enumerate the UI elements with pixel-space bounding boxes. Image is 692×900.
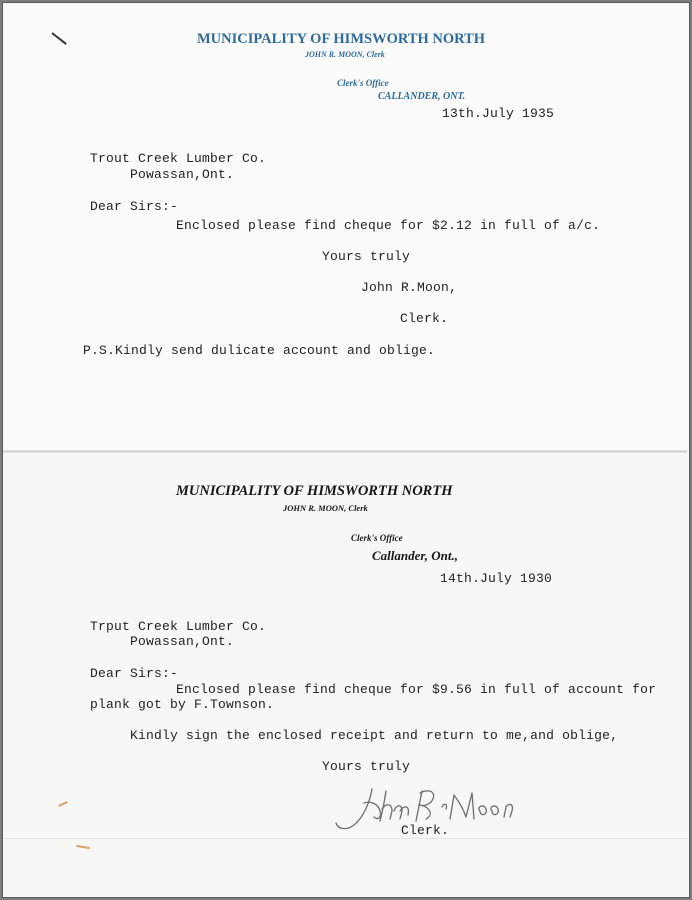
letterhead-clerk-line: JOHN R. MOON, Clerk xyxy=(305,50,385,59)
letterhead-title: MUNICIPALITY OF HIMSWORTH NORTH xyxy=(176,483,453,499)
letterhead-location: Callander, Ont., xyxy=(372,548,458,563)
letter-1 xyxy=(4,4,688,451)
letterhead-location: CALLANDER, ONT. xyxy=(378,91,466,102)
letter-body-line-1: Enclosed please find cheque for $9.56 in full of account for xyxy=(176,682,657,697)
signer-title: Clerk. xyxy=(400,311,449,326)
salutation: Dear Sirs:- xyxy=(90,666,179,681)
closing: Yours truly xyxy=(322,249,411,264)
staple-mark xyxy=(51,32,66,45)
letter-body-line-2: plank got by F.Townson. xyxy=(90,697,275,712)
paper-stain xyxy=(58,801,68,807)
addressee-line-2: Powassan,Ont. xyxy=(130,167,235,182)
letter-date: 13th.July 1935 xyxy=(442,106,555,121)
letter-body: Enclosed please find cheque for $2.12 in full of a/c. xyxy=(176,218,601,233)
addressee-line-1: Trout Creek Lumber Co. xyxy=(90,151,267,166)
signer-title: Clerk. xyxy=(401,823,450,838)
paper-stain xyxy=(76,845,90,849)
addressee-line-2: Powassan,Ont. xyxy=(130,634,235,649)
addressee-line-1: Trput Creek Lumber Co. xyxy=(90,619,267,634)
letterhead-office: Clerk's Office xyxy=(351,533,403,543)
signer-name: John R.Moon, xyxy=(361,280,458,295)
letterhead-office: Clerk's Office xyxy=(337,78,389,88)
letter-date: 14th.July 1930 xyxy=(440,571,553,586)
document-frame xyxy=(2,2,690,898)
letter-2 xyxy=(4,453,688,897)
letterhead-title: MUNICIPALITY OF HIMSWORTH NORTH xyxy=(197,31,486,47)
letterhead-clerk-line: JOHN R. MOON, Clerk xyxy=(283,503,368,513)
paper-crease xyxy=(4,838,688,839)
letter-body-paragraph-2: Kindly sign the enclosed receipt and return to me,and oblige, xyxy=(130,728,619,743)
closing: Yours truly xyxy=(322,759,411,774)
postscript: P.S.Kindly send dulicate account and oblige. xyxy=(83,343,436,358)
salutation: Dear Sirs:- xyxy=(90,199,179,214)
